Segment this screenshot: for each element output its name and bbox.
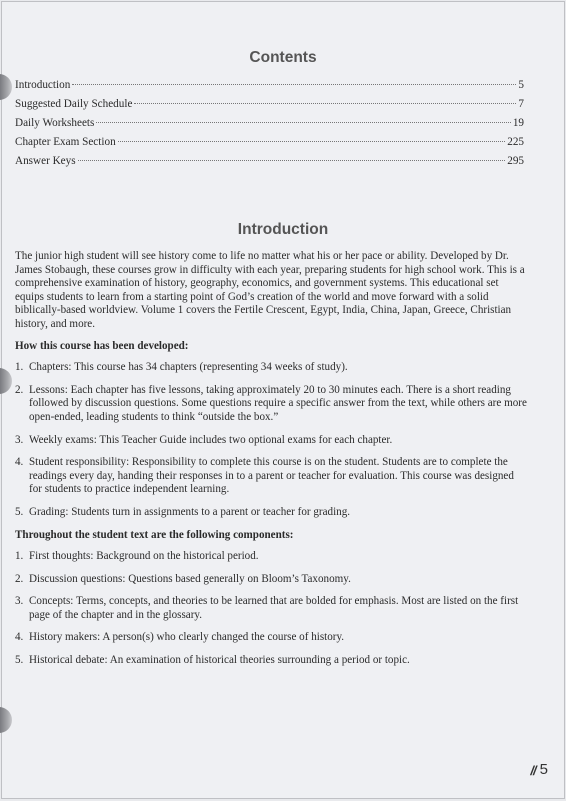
toc-entry-page: 295 (507, 155, 524, 167)
list-item-text: Concepts: Terms, concepts, and theories to be learned that are bolded for emphasis. Most are listed on the first page of the chapter and in the glossary. (29, 595, 519, 621)
list-item (15, 550, 528, 564)
toc-leader-dots (134, 103, 516, 104)
intro-paragraph: The junior high student will see history come to life no matter what his or her pace or ability. Developed by Dr. James Stobaugh, these courses grow in difficulty with each year, preparing students for high school work. This is a comprehensive examination of history, geography, economics, and government systems. This educational set equips students to learn from a starting point of God’s creation of the world and move forward with a solid biblically-based worldview. Volume 1 covers the Fertile Crescent, Egypt, India, China, Japan, Greece, Christian history, and more. (15, 250, 525, 330)
toc-entry-label: Introduction (15, 79, 71, 91)
table-of-contents (15, 76, 524, 171)
contents-title: Contents (249, 49, 317, 66)
list-item-text: Historical debate: An examination of historical theories surrounding a period or topic. (29, 654, 410, 667)
components-heading: Throughout the student text are the following components: (15, 528, 294, 541)
list-item-number: 5. (15, 654, 24, 667)
list-item (15, 573, 528, 587)
toc-entry-page: 225 (507, 136, 524, 148)
toc-leader-dots (72, 84, 516, 85)
list-item-number: 5. (15, 505, 24, 518)
list-item-text: Chapters: This course has 34 chapters (representing 34 weeks of study). (29, 361, 348, 374)
list-item-number: 2. (15, 572, 24, 585)
list-item-text: Weekly exams: This Teacher Guide includes two optional exams for each chapter. (29, 433, 393, 446)
toc-entry (15, 152, 524, 171)
list-item-text: First thoughts: Background on the historical period. (29, 550, 259, 563)
list-item-text: History makers: A person(s) who clearly changed the course of history. (29, 631, 345, 644)
list-item (15, 456, 528, 497)
toc-leader-dots (118, 141, 506, 142)
toc-entry-label: Chapter Exam Section (15, 136, 116, 148)
toc-entry-page: 19 (512, 117, 524, 129)
list-item-number: 3. (15, 433, 24, 446)
page-footer (530, 761, 548, 778)
toc-leader-dots (96, 122, 510, 123)
toc-entry-label: Answer Keys (15, 155, 76, 167)
list-item-number: 1. (15, 361, 24, 374)
list-item (15, 361, 528, 375)
list-item-text: Discussion questions: Questions based generally on Bloom’s Taxonomy. (29, 572, 351, 585)
list-item (15, 384, 528, 425)
introduction-title: Introduction (237, 221, 329, 238)
list-item-text: Grading: Students turn in assignments to a parent or teacher for grading. (29, 505, 351, 518)
list-item (15, 631, 528, 645)
page-number: 5 (539, 761, 548, 778)
toc-entry-page: 5 (518, 79, 524, 91)
toc-entry-label: Daily Worksheets (15, 117, 95, 129)
toc-entry (15, 114, 524, 133)
list-item-number: 1. (15, 550, 24, 563)
list-item (15, 595, 528, 622)
list-item-number: 4. (15, 631, 24, 644)
how-list (15, 361, 528, 519)
components-list (15, 550, 528, 668)
list-item-number: 2. (15, 383, 24, 396)
toc-leader-dots (78, 160, 506, 161)
toc-entry-label: Suggested Daily Schedule (15, 98, 133, 110)
document-page (1, 1, 565, 799)
introduction-body (15, 250, 528, 677)
footer-marker: // (530, 763, 536, 778)
list-item (15, 654, 528, 668)
list-item-number: 4. (15, 456, 24, 469)
how-heading: How this course has been developed: (15, 339, 189, 352)
toc-entry-page: 7 (518, 98, 524, 110)
list-item-text: Lessons: Each chapter has five lessons, taking approximately 20 to 30 minutes each. There is a short reading followed by discussion questions. Some questions require a specific answer from the text, while others are more open-ended, leading students to think “outside the box.” (29, 383, 527, 423)
list-item-number: 3. (15, 595, 24, 608)
toc-entry (15, 76, 524, 95)
binder-hole (0, 707, 12, 733)
list-item (15, 434, 528, 448)
toc-entry (15, 95, 524, 114)
binder-hole (0, 368, 12, 394)
toc-entry (15, 133, 524, 152)
list-item (15, 506, 528, 520)
list-item-text: Student responsibility: Responsibility to complete this course is on the student. Students are to complete the readings every day, handing their responses in to a parent or teacher for evaluation. This course was designed for students to practice independent learning. (29, 456, 514, 496)
binder-hole (0, 74, 12, 100)
